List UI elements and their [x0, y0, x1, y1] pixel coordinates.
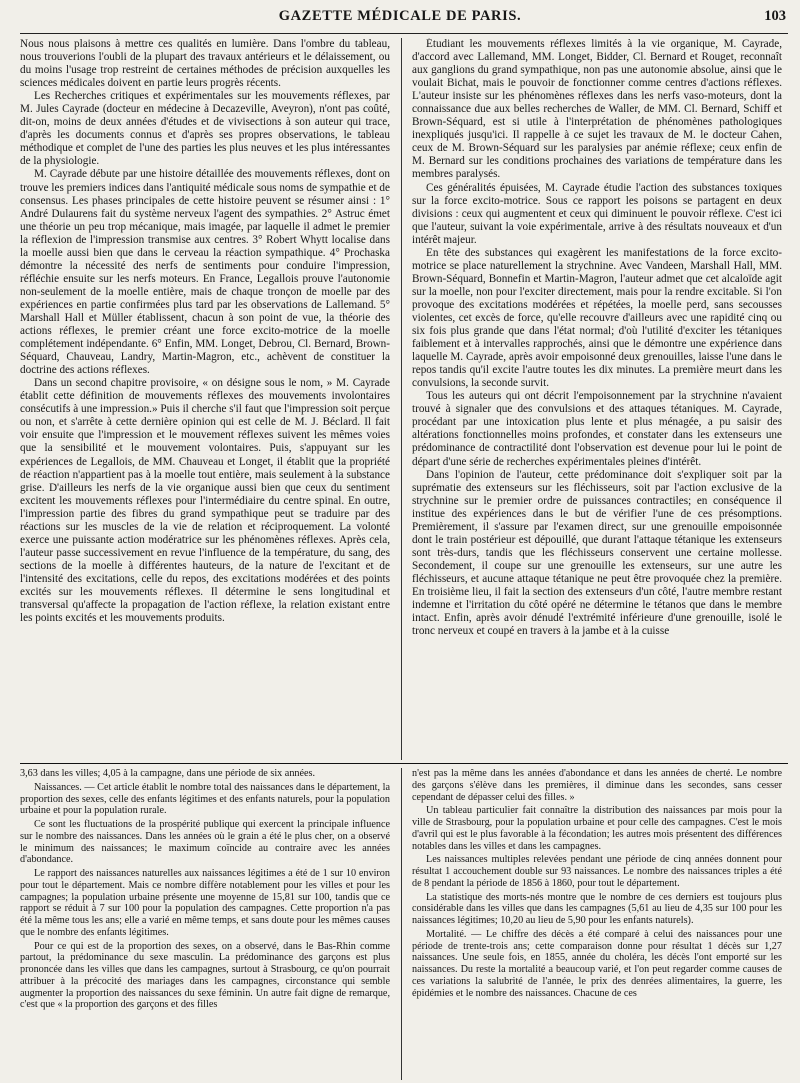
- header-rule: [20, 33, 788, 34]
- paragraph: Ce sont les fluctuations de la prospérité publique qui exercent la principale influence sur le nombre des naissances. Dans les années où le grain a été le plus cher, on a observé le minimum des naissances; le maximum coïncide au contraire avec les années d'abondance.: [20, 819, 390, 866]
- paragraph: Nous nous plaisons à mettre ces qualités en lumière. Dans l'ombre du tableau, nous trouverions l'oubli de la plupart des travaux antérieurs et le délaissement, ou du moins l'usage trop restreint de certaines méthodes de précision auxquelles les sciences médicales doivent en partie leurs progrès récents.: [20, 38, 390, 90]
- feuilleton-column-right: [412, 768, 782, 1080]
- paragraph: La statistique des morts-nés montre que le nombre de ces derniers est toujours plus considérable dans les villes que dans les campagnes (5,61 au lieu de 4,35 sur 100 pour les naissances légitimes; 10,20 au lieu de 5,90 pour les enfants naturels).: [412, 891, 782, 926]
- paragraph: Étudiant les mouvements réflexes limités à la vie organique, M. Cayrade, d'accord avec Lallemand, MM. Longet, Bidder, Cl. Bernard et Rouget, reconnaît aux ganglions du grand sympathique, non pas une autonomie absolue, ainsi que le voulait Bichat, mais le pouvoir de fonctionner comme centres d'actions réflexes. L'auteur insiste sur les phénomènes réflexes dans les nerfs vaso-moteurs, dont la connaissance due aux belles recherches de Waller, de MM. Cl. Bernard, Schiff et Brown-Séquard, est si utile à l'interprétation de phénomènes pathologiques inexpliqués jusqu'ici. Il rappelle à ce sujet les travaux de M. le docteur Cahen, ceux de M. Brown-Séquard sur les paralysies par anémie réflexe; ceux enfin de M. Bernard sur les conditions prochaines des variations de température dans les membres paralysés.: [412, 38, 782, 181]
- paragraph: Naissances. — Cet article établit le nombre total des naissances dans le département, la proportion des sexes, celle des enfants légitimes et des enfants naturels, pour la population urbaine et pour la population rurale.: [20, 781, 390, 817]
- article-column-left: [20, 38, 390, 760]
- section-rule: [20, 763, 788, 764]
- article-column-right: [412, 38, 782, 760]
- paragraph: M. Cayrade débute par une histoire détaillée des mouvements réflexes, dont on trouve les premiers indices dans l'antiquité médicale sous noms de sympathie et de consensus. Les phases principales de cette histoire peuvent se résumer ainsi : 1° André Dulaurens fait du système nerveux l'agent des sympathies. 2° Astruc émet une théorie un peu trop mécanique, mais imagée, par laquelle il admet le premier la réflexion de l'impression transmise aux centres. 3° Robert Whytt localise dans la moelle aussi bien que dans le cerveau la réaction sympathique. 4° Prochaska démontre la nécessité des nerfs de sentiments pour conduire l'impression, réfléchie ensuite sur les nerfs moteurs. En France, Legallois prouve l'autonomie non-seulement de la moelle entière, mais de chaque tronçon de moelle par des expériences en partie confirmées plus tard par les observations de Lallemand. 5° Marshall Hall et Müller établissent, chacun à son point de vue, la théorie des actions réflexes, le premier créant une force excito-motrice de la moelle complétement indépendante. 6° Enfin, MM. Longet, Debrou, Cl. Bernard, Brown-Séquard, Chauveau, Landry, Martin-Magron, etc., achèvent de constituer la doctrine des actions réflexes.: [20, 168, 390, 377]
- running-title: GAZETTE MÉDICALE DE PARIS.: [278, 8, 522, 24]
- page-number: 103: [764, 8, 786, 24]
- paragraph: En tête des substances qui exagèrent les manifestations de la force excito-motrice se place naturellement la strychnine. Avec Vandeen, Marshall Hall, MM. Brown-Séquard, Bonnefin et Martin-Magron, l'auteur admet que cet alcaloïde agit sur la moelle, non pour l'exciter directement, mais pour la rendre excitable. Si l'on provoque des excitations modérées et répétées, la moelle perd, sans secousses violentes, cet excès de force, qu'elle recouvre d'ailleurs avec une rapidité cinq ou six fois plus grande que dans l'état normal; d'où l'utilité d'exciter les tétaniques faiblement et à intervalles rapprochés, ainsi que le démontre une expérience dans laquelle M. Cayrade, après avoir empoisonné deux grenouilles, laisse l'une dans le repos tandis qu'il excite l'autre toutes les dix minutes. La première meurt dans les convulsions, la seconde survit.: [412, 246, 782, 390]
- feuilleton-column-left: [20, 768, 390, 1080]
- column-divider: [401, 38, 402, 760]
- paragraph: Tous les auteurs qui ont décrit l'empoisonnement par la strychnine n'avaient trouvé à signaler que des convulsions et des attaques tétaniques. M. Cayrade, procédant par une intoxication plus lente et plus ménagée, a pu saisir des altérations fonctionnelles moins profondes, et constater dans les extenseurs une prédominance de contractilité dont l'observation est devenue pour lui le point de départ d'une série de recherches expérimentales pleines d'intérêt.: [412, 390, 782, 468]
- paragraph: Ces généralités épuisées, M. Cayrade étudie l'action des substances toxiques sur la force excito-motrice. Sous ce rapport les poisons se partagent en deux divisions : ceux qui augmentent et ceux qui diminuent le pouvoir réflexe. C'est ici que l'auteur, suivant la voie expérimentale, arrive à des résultats nouveaux et d'un intérêt majeur.: [412, 181, 782, 246]
- paragraph: 3,63 dans les villes; 4,05 à la campagne, dans une période de six années.: [20, 768, 316, 779]
- paragraph: Pour ce qui est de la proportion des sexes, on a observé, dans le Bas-Rhin comme partout, la prédominance du sexe masculin. La prédominance des garçons est plus prononcée dans les villes que dans les campagnes, surtout à Strasbourg, ce qu'on pourrait attribuer à la précocité des mariages dans les campagnes, circonstance qui semble augmenter la proportion des naissances du sexe féminin. Un autre fait digne de remarque, c'est que « la proportion des garçons et des filles: [20, 940, 390, 1011]
- paragraph: Le rapport des naissances naturelles aux naissances légitimes a été de 1 sur 10 environ pour tout le département. Mais ce nombre diffère notablement pour les villes et pour les campagnes; la population urbaine présente une moyenne de 15,81 sur 100, tandis que ce rapport se réduit à 7 sur 100 pour la population des campagnes. Cette proportion n'a pas été la même tous les ans; elle a varié en même temps, et sans doute pour les mêmes causes que le nombre des enfants légitimes.: [20, 868, 390, 938]
- paragraph: Mortalité. — Le chiffre des décès a été comparé à celui des naissances pour une période de trente-trois ans; cette comparaison donne pour résultat 1 décès sur 1,27 naissances. Une seule fois, en 1855, année du choléra, les décès l'ont emporté sur les naissances. Du reste la mortalité a beaucoup varié, et l'on peut regarder comme causes de ces variations la salubrité de l'année, le prix des denrées alimentaires, la guerre, les épidémies et le nombre des naissances. Chacune de ces: [412, 928, 782, 999]
- paragraph: Les naissances multiples relevées pendant une période de cinq années donnent pour résultat 1 accouchement double sur 93 naissances. Le nombre des naissances triples a été de 8 pendant la période de 1856 à 1860, pour tout le département.: [412, 854, 782, 889]
- paragraph: Dans un second chapitre provisoire, « on désigne sous le nom, » M. Cayrade établit cette définition de mouvements réflexes des mouvements involontaires consécutifs à une impression.» Puis il cherche s'il faut que l'impression soit perçue ou non, et s'arrête à cette dernière opinion qui est celle de M. J. Béclard. Il fait voir ensuite que l'impression et le mouvement réflexes suivent les mêmes voies que la sensibilité et le mouvement volontaires. Puis, s'appuyant sur les expériences de Legallois, de MM. Chauveau et Longet, il établit que la propriété de réaction n'appartient pas à la moelle tout entière, mais seulement à la substance grise. D'ailleurs les nerfs de la vie organique aussi bien que ceux du sentiment excitent les mouvements réflexes pour l'intermédiaire du centre spinal. En outre, l'impression partie des fibres du grand sympathique peut se traduire par des réactions sur les muscles de la vie de relation et réciproquement. La volonté exerce une puissante action modératrice sur les phénomènes réflexes. Après cela, l'auteur passe successivement en revue l'influence de la température, du sang, des sections de la moelle à différentes hauteurs, de la nature de l'excitant et de l'intensité des excitations, celle du repos, des excitations modérées et des points excités sur les mouvements réflexes. Il détermine le sens longitudinal et transversal qu'affecte la propagation de l'action réflexe, la relation existant entre les points excités et les mouvements produits.: [20, 377, 390, 625]
- paragraph: Les Recherches critiques et expérimentales sur les mouvements réflexes, par M. Jules Cayrade (docteur en médecine à Decazeville, Aveyron), n'ont pas coûté, dit-on, moins de deux années d'études et de vivisections à son auteur qui trace, d'après les documents connus et d'après ses propres observations, le tableau méthodique et complet de l'une des parties les plus neuves et les plus intéressantes de la physiologie.: [20, 90, 390, 168]
- paragraph: n'est pas la même dans les années d'abondance et dans les années de cherté. Le nombre des garçons s'élève dans les premières, il diminue dans les secondes, sans cesser cependant de dépasser celui des filles. »: [412, 768, 782, 803]
- column-divider: [401, 768, 402, 1080]
- paragraph: Un tableau particulier fait connaître la distribution des naissances par mois pour la ville de Strasbourg, pour la population urbaine et pour celle des campagnes. C'est le mois d'avril qui est le plus favorable à la fécondation; les autres mois présentent des différences notables dans les villes et dans les campagnes.: [412, 805, 782, 852]
- paragraph: Dans l'opinion de l'auteur, cette prédominance doit s'expliquer soit par la suprématie des extenseurs sur les fléchisseurs, soit par l'action exclusive de la strychnine sur le premier ordre de puissances contractiles; en conséquence il institue des expériences dans le but de vérifier l'une de ces présomptions. Premièrement, il s'assure par l'examen direct, sur une grenouille empoisonnée dont le train postérieur est dépouillé, que durant l'attaque tétanique les extenseurs sont très-durs, tandis que les fléchisseurs conservent une certaine mollesse. Secondement, il coupe sur une grenouille les extenseurs, sur une autre les fléchisseurs, et aucune attaque tétanique ne peut être provoquée chez la première. En troisième lieu, il fait la section des extenseurs d'un côté, l'autre membre restant indemne et l'irritation du côté opéré ne détermine le tétanos que dans le membre intact. Enfin, après avoir dénudé l'extrémité inférieure d'une grenouille, isolé le tronc nerveux et coupé en travers à la jambe et à la cuisse: [412, 468, 782, 638]
- page-header: [0, 8, 800, 30]
